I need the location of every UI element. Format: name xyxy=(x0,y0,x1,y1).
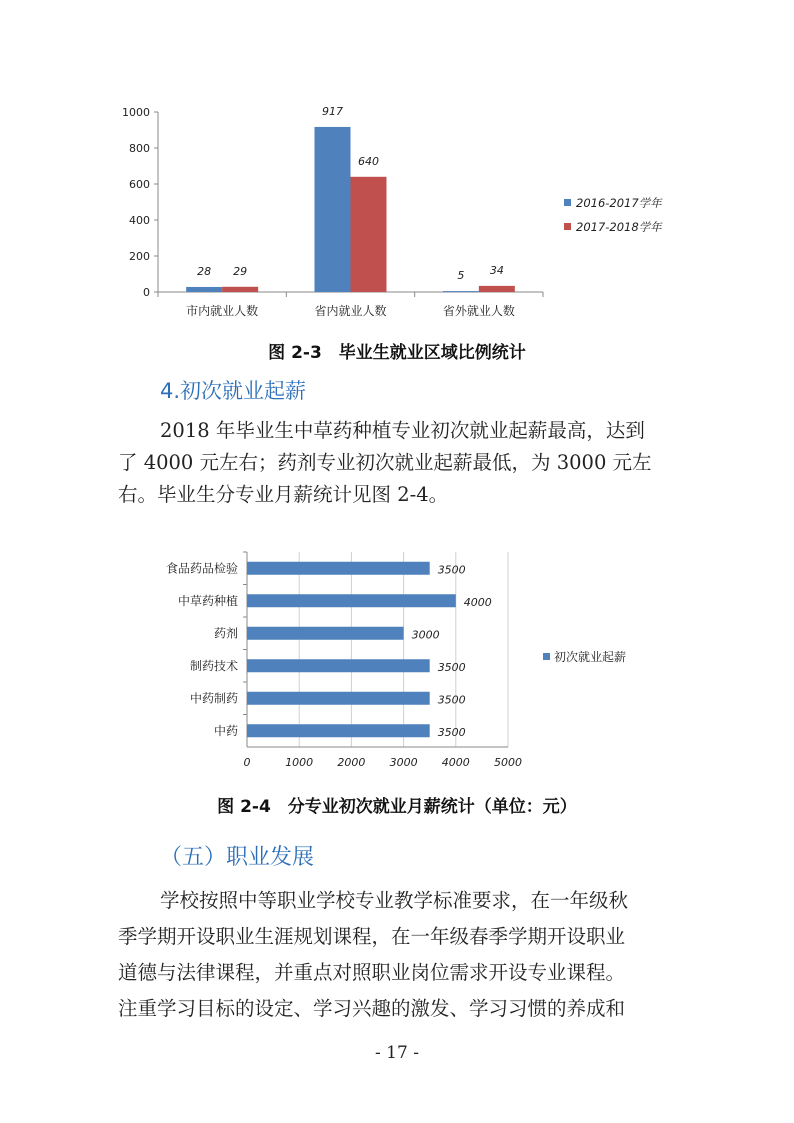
y-tick-label: 中草药种植 xyxy=(177,593,238,608)
x-tick-label: 省外就业人数 xyxy=(442,304,515,318)
bar xyxy=(247,562,430,575)
y-tick-label: 制药技术 xyxy=(189,658,238,673)
legend-swatch xyxy=(564,199,571,206)
section-heading-starting-salary: 4.初次就业起薪 xyxy=(160,379,307,403)
chart-employment-region xyxy=(0,0,794,340)
x-tick-label: 4000 xyxy=(441,756,470,769)
text-line: 注重学习目标的设定、学习兴趣的激发、学习习惯的养成和 xyxy=(118,997,626,1020)
y-tick-label: 400 xyxy=(129,214,150,227)
legend-swatch xyxy=(564,223,571,230)
text-line: 了 4000 元左右；药剂专业初次就业起薪最低，为 3000 元左 xyxy=(118,451,652,474)
paragraph-career-development xyxy=(118,883,678,1027)
x-tick-label: 3000 xyxy=(389,756,418,769)
page-number: - 17 - xyxy=(375,1043,419,1063)
y-tick-label: 药剂 xyxy=(213,626,238,641)
bar xyxy=(247,594,456,607)
y-tick-label: 1000 xyxy=(122,106,150,119)
bar xyxy=(247,724,430,737)
bar xyxy=(351,177,387,292)
bar xyxy=(247,659,430,672)
text-line: 道德与法律课程，并重点对照职业岗位需求开设专业课程。 xyxy=(118,961,626,984)
data-label: 4000 xyxy=(463,595,492,609)
text-line: 2018 年毕业生中草药种植专业初次就业起薪最高，达到 xyxy=(160,419,645,442)
bar xyxy=(222,287,258,292)
data-label: 3500 xyxy=(437,693,466,707)
paragraph-starting-salary xyxy=(118,415,678,511)
text-line: 学校按照中等职业学校专业教学标准要求，在一年级秋 xyxy=(160,889,629,912)
section-heading-career-development: （五）职业发展 xyxy=(160,845,315,870)
legend-label: 2017-2018学年 xyxy=(576,220,662,234)
data-label: 5 xyxy=(457,269,465,283)
data-label: 640 xyxy=(358,154,379,168)
y-tick-label: 0 xyxy=(143,286,150,299)
bar xyxy=(443,291,479,292)
bar xyxy=(186,287,222,292)
y-tick-label: 中药制药 xyxy=(189,691,238,706)
legend-swatch xyxy=(543,653,550,660)
legend-label: 2016-2017学年 xyxy=(576,196,662,210)
y-tick-label: 中药 xyxy=(213,723,238,738)
legend-label: 初次就业起薪 xyxy=(554,650,627,664)
figure-2-3-caption: 图 2-3 毕业生就业区域比例统计 xyxy=(268,343,526,363)
y-tick-label: 200 xyxy=(129,250,150,263)
y-tick-label: 600 xyxy=(129,178,150,191)
bar xyxy=(247,627,404,640)
x-tick-label: 省内就业人数 xyxy=(314,304,387,318)
x-tick-label: 0 xyxy=(243,756,251,769)
bar xyxy=(315,127,351,292)
bar xyxy=(479,286,515,292)
bar xyxy=(247,692,430,705)
text-line: 右。毕业生分专业月薪统计见图 2-4。 xyxy=(118,483,449,506)
data-label: 34 xyxy=(489,263,504,277)
data-label: 3500 xyxy=(437,660,466,674)
data-label: 917 xyxy=(322,104,343,118)
data-label: 29 xyxy=(233,264,248,278)
y-tick-label: 食品药品检验 xyxy=(165,561,238,576)
data-label: 28 xyxy=(197,264,212,278)
x-tick-label: 1000 xyxy=(285,756,314,769)
data-label: 3500 xyxy=(437,563,466,577)
y-tick-label: 800 xyxy=(129,142,150,155)
x-tick-label: 市内就业人数 xyxy=(186,304,259,318)
x-tick-label: 5000 xyxy=(494,756,522,769)
text-line: 季学期开设职业生涯规划课程，在一年级春季学期开设职业 xyxy=(118,925,626,948)
chart-salary-by-major xyxy=(0,540,794,780)
x-tick-label: 2000 xyxy=(337,756,366,769)
figure-2-4-caption: 图 2-4 分专业初次就业月薪统计（单位：元） xyxy=(217,797,577,817)
data-label: 3500 xyxy=(437,725,466,739)
data-label: 3000 xyxy=(411,628,440,642)
